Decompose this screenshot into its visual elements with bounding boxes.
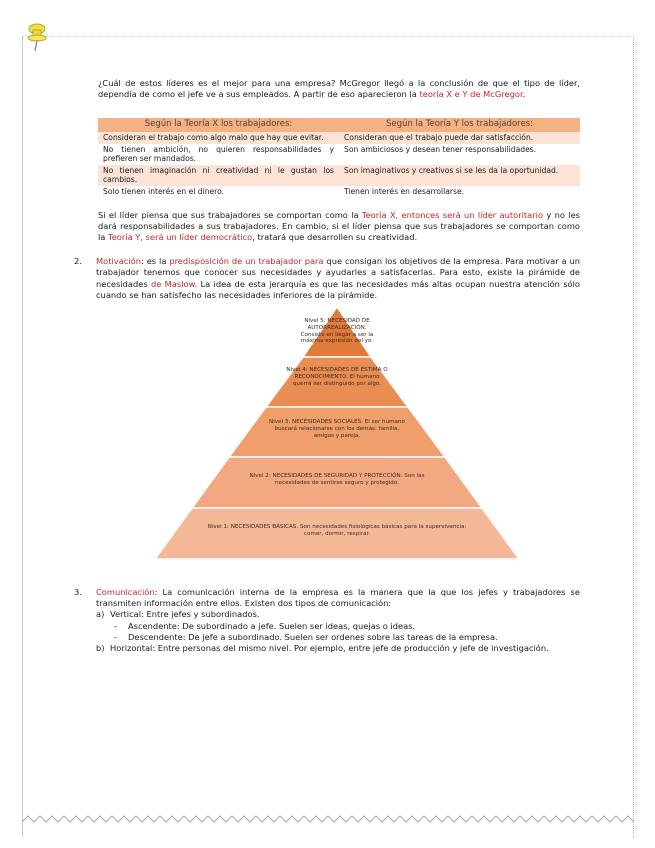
theory-x-cell: No tienen imaginación ni creatividad ni le gustan los cambios. bbox=[98, 165, 339, 186]
motivacion-title: Motivación bbox=[96, 256, 141, 267]
numbered-list bbox=[74, 256, 581, 654]
theory-y-cell: Consideran que el trabajo puede dar satisfacción. bbox=[339, 132, 580, 144]
theory-x-cell: Consideran el trabajo como algo malo que hay que evitar. bbox=[98, 132, 339, 144]
comunicacion-title: Comunicación bbox=[96, 586, 155, 597]
pushpin-icon bbox=[26, 22, 48, 52]
theory-y-cell: Son ambiciosos y desean tener responsabilidades. bbox=[344, 144, 537, 154]
sub-item-ascendente: - Ascendente: De subordinado a jefe. Suelen ser ideas, quejas o ideas. bbox=[114, 620, 416, 631]
theory-table bbox=[98, 118, 580, 197]
theory-y-header: Según la Teoría Y los trabajadores: bbox=[339, 118, 580, 132]
page-cut-zigzag bbox=[22, 812, 634, 826]
maslow-link[interactable]: de Maslow bbox=[150, 278, 195, 289]
pyramid-level-4-label: Nivel 4: NECESIDADES DE ESTIMA O RECONOCIMIENTO. El humano querrá ser distinguido por algo. bbox=[286, 366, 388, 387]
theory-x-cell: No tienen ambición, no quieren responsabilidades y prefieren ser mandados. bbox=[103, 144, 334, 164]
maslow-pyramid bbox=[96, 305, 578, 563]
table-row bbox=[98, 132, 580, 144]
theory-link[interactable]: teoría X e Y de McGregor bbox=[419, 89, 523, 100]
pyramid-level-3-label: Nivel 3: NECESIDADES SOCIALES. El ser humano buscará relacionarse con los demás: familia, amigos y pareja. bbox=[269, 418, 405, 439]
list-item-motivacion: 2. Motivación: es la predisposición de un trabajador para que consigan los objetivos de la empresa. Para motivar a un trabajador tenemos que conocer sus necesidades y ayudarles a satisfacerlas. Para esto, existe la pirámide de necesidades de Maslow. La idea de esta jerarquía es que las necesidades más altas ocupan nuestra atención sólo cuando se han satisfecho las necesidades inferiores de la pirámide. Nivel 5: NECESIDAD DE AUTORREALIZACIÓN. Consiste en llegar a ser la máxima expresión del yo. Nivel 4: NECESIDADES DE ESTIMA O RECONOCIMIENTO. El humano querrá ser distinguido por algo. Nivel 3: NECESIDADES SOCIALES. El ser humano buscará relacionarse con los demás: familia, amigos y pareja. Nivel 2: NECESIDADES DE SEGURIDAD Y PROTECCIÓN. Son las necesidades de sentirse seguro y protegido. Nivel 1: NECESIDADES BÁSICAS. Son necesidades fisiológicas básicas para la supervivencia: comer, dormir, respirar. bbox=[98, 256, 580, 563]
theory-y-cell: Tienen interés en desarrollarse. bbox=[344, 186, 465, 196]
sub-item-horizontal: b) Horizontal: Entre personas del mismo nivel. Por ejemplo, entre jefe de producción y jefe de investigación. bbox=[96, 643, 549, 653]
theory-x-cell: Solo tienen interés en el dinero. bbox=[103, 186, 225, 196]
table-row bbox=[98, 186, 580, 198]
theory-y-cell: Son imaginativos y creativos si se les da la oportunidad. bbox=[339, 165, 580, 186]
sub-item-descendente: - Descendente: De jefe a subordinado. Suelen ser ordenes sobre las tareas de la empresa. bbox=[114, 631, 498, 642]
leader-paragraph: Si el líder piensa que sus trabajadores se comportan como la Teoría X, entonces será un líder autoritario y no les dará responsabilidades a sus trabajadores. En cambio, si el líder piensa que sus trabajadores se comportan como la Teoría Y, será un líder democrático, tratará que desarrollen su creatividad. bbox=[98, 209, 580, 242]
theory-x-header: Según la Teoría X los trabajadores: bbox=[98, 118, 339, 132]
list-item-comunicacion: 3. Comunicación: La comunicación interna de la empresa es la manera que la que los jefes y trabajadores se transmiten información entre ellos. Existen dos tipos de comunicación: a) Vertical: Entre jefes y subordinados. - Ascendente: De subordinado a jefe. Suelen ser ideas, quejas o ideas. - Descendente: De jefe a subordinado. Suelen ser ordenes sobre las tareas de la empresa. b) Horizontal: Entre personas del mismo nivel. Por ejemplo, entre jefe de producción y jefe de investigación. bbox=[74, 586, 580, 653]
intro-paragraph: ¿Cuál de estos líderes es el mejor para una empresa? McGregor llegó a la conclusión de que el tipo de líder, dependía de como el jefe ve a sus empleados. A partir de eso aparecieron la teoría X e Y de McGregor. bbox=[98, 78, 580, 100]
pyramid-level-1-label: Nivel 1: NECESIDADES BÁSICAS. Son necesidades fisiológicas básicas para la supervivencia: comer, dormir, respirar. bbox=[207, 523, 467, 537]
pyramid-level-2-label: Nivel 2: NECESIDADES DE SEGURIDAD Y PROTECCIÓN. Son las necesidades de sentirse seguro y protegido. bbox=[249, 472, 425, 486]
table-row bbox=[98, 165, 580, 186]
sub-item-vertical: a) Vertical: Entre jefes y subordinados. bbox=[96, 609, 260, 620]
pyramid-level-5-label: Nivel 5: NECESIDAD DE AUTORREALIZACIÓN. Consiste en llegar a ser la máxima expresión del yo. bbox=[300, 317, 374, 345]
table-row bbox=[98, 144, 580, 165]
document-content bbox=[74, 78, 581, 664]
